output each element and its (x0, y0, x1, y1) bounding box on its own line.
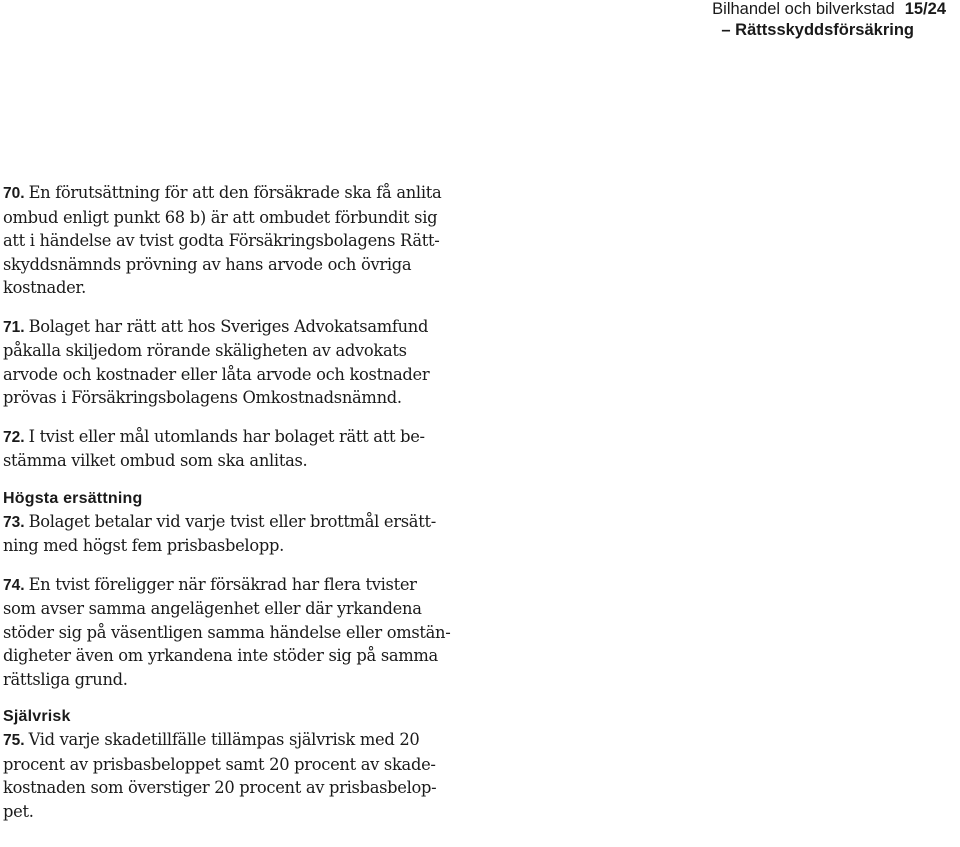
clause-75 (3, 706, 448, 823)
page-header (0, 0, 960, 44)
clause-number: 71. (3, 318, 25, 336)
clause-number: 70. (3, 185, 25, 202)
clause-line: 71. Bolaget har rätt att hos Sveriges Advokatsamfund (3, 316, 429, 336)
clause-line: stämma vilket ombud som ska anlitas. (3, 451, 308, 470)
clause-line: procent av prisbasbeloppet samt 20 procent av skade- (3, 754, 436, 774)
clause-number: 73. (3, 513, 25, 531)
clause-line: kostnaden som överstiger 20 procent av prisbasbelop- (3, 778, 437, 797)
clause-line: arvode och kostnader eller låta arvode och kostnader (3, 364, 430, 384)
clause-72 (3, 425, 448, 473)
header-line (712, 0, 946, 20)
clause-line: pet. (3, 801, 34, 821)
page-number: 15/24 (904, 0, 946, 18)
clause-line: 72. I tvist eller mål utomlands har bolaget rätt att be- (3, 426, 425, 446)
section-heading-hogsta-ersattning: Högsta ersättning (3, 489, 143, 507)
clause-number: 75. (3, 732, 25, 749)
clause-70 (3, 181, 448, 300)
clause-line: ombud enligt punkt 68 b) är att ombudet förbundit sig (3, 207, 438, 227)
clause-line: kostnader. (3, 278, 86, 297)
clause-line: ning med högst fem prisbasbelopp. (3, 536, 284, 555)
clause-line: rättsliga grund. (3, 669, 128, 689)
clause-line: 75. Vid varje skadetillfälle tillämpas självrisk med 20 (3, 730, 420, 749)
clause-number: 74. (3, 576, 25, 594)
clause-74 (3, 573, 451, 692)
clause-line: 74. En tvist föreligger när försäkrad har flera tvister (3, 574, 417, 594)
clause-line: digheter även om yrkandena inte stöder sig på samma (3, 646, 438, 665)
clause-71 (3, 315, 448, 410)
clause-line: som avser samma angelägenhet eller där yrkandena (3, 599, 422, 618)
document-title: Bilhandel och bilverkstad (712, 0, 895, 18)
clause-line: skyddsnämnds prövning av hans arvode och övriga (3, 254, 412, 274)
document-body (3, 181, 451, 838)
clause-number: 72. (3, 428, 25, 446)
section-heading-sjalvrisk: Självrisk (3, 708, 71, 725)
clause-line: påkalla skiljedom rörande skäligheten av advokats (3, 341, 407, 360)
clause-line: 73. Bolaget betalar vid varje tvist eller brottmål ersätt- (3, 511, 436, 531)
clause-line: 70. En förutsättning för att den försäkrade ska få anlita (3, 183, 442, 202)
clause-73 (3, 488, 448, 558)
clause-line: stöder sig på väsentligen samma händelse eller omstän- (3, 622, 451, 642)
document-subtitle: – Rättsskyddsförsäkring (721, 21, 914, 39)
clause-line: att i händelse av tvist godta Försäkringsbolagens Rätt- (3, 231, 440, 250)
clause-line: prövas i Försäkringsbolagens Omkostnadsnämnd. (3, 388, 402, 407)
